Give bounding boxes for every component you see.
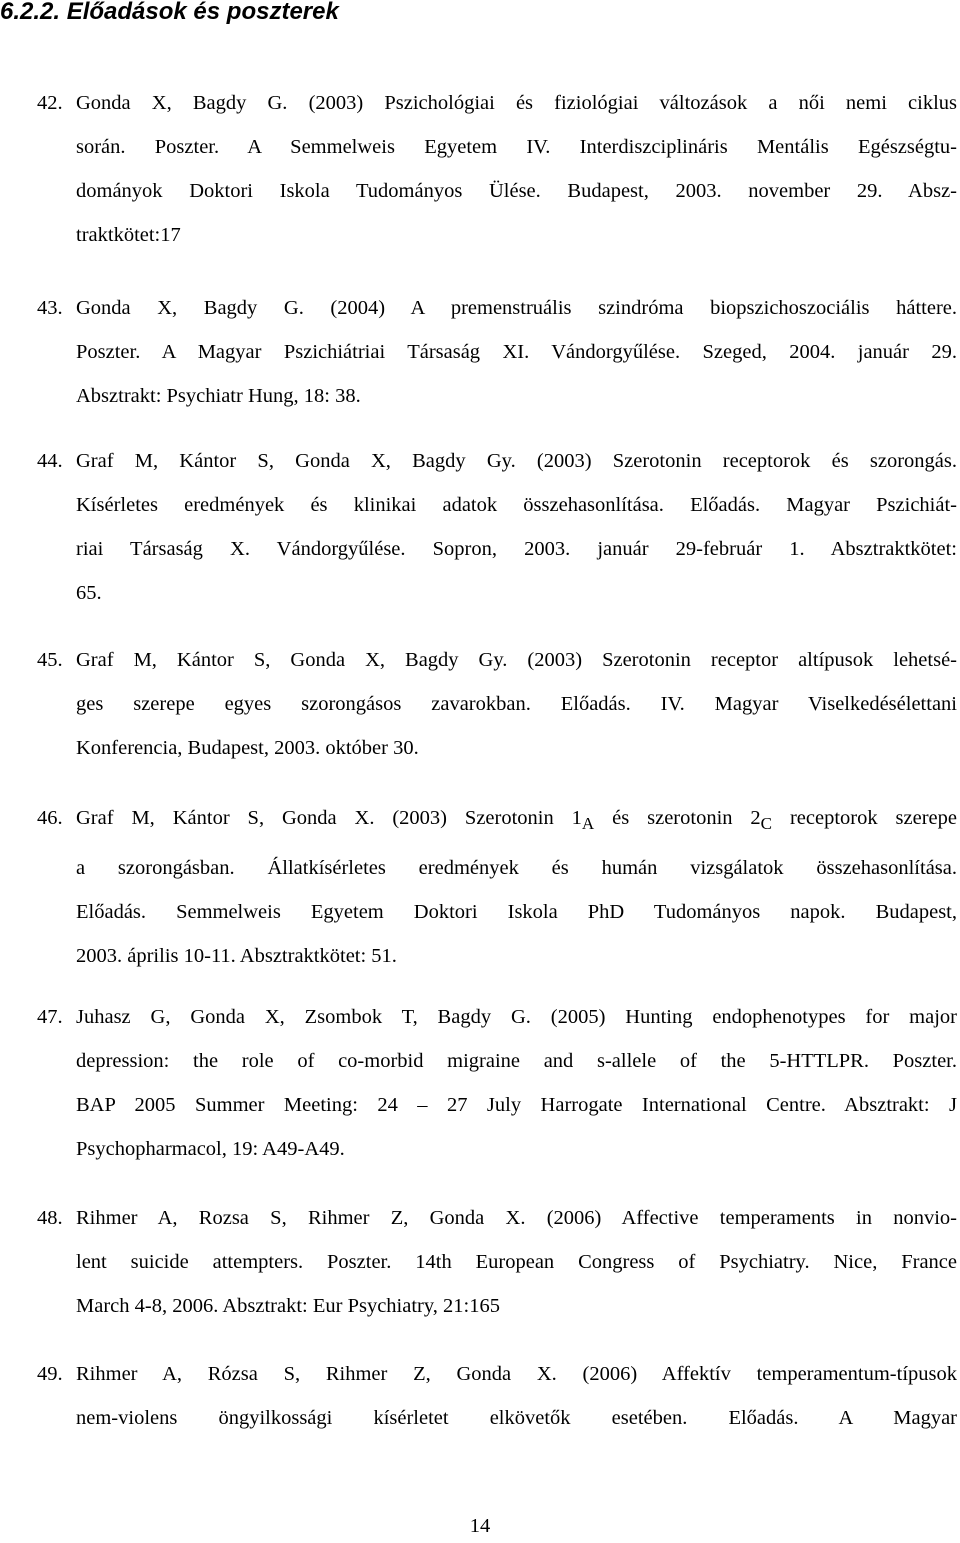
entry-text: [76, 81, 957, 257]
entry-line: Poszter. A Magyar Pszichiátriai Társaság XI. Vándorgyűlése. Szeged, 2004. január 29.: [76, 341, 957, 363]
entry-line-part: receptorok szerepe: [772, 807, 957, 829]
entry-number: 44.: [37, 450, 63, 472]
entry-text: [76, 439, 957, 615]
entry-line: Rihmer A, Rozsa S, Rihmer Z, Gonda X. (2006) Affective temperaments in nonvio-: [76, 1207, 957, 1229]
entry-line: Juhasz G, Gonda X, Zsombok T, Bagdy G. (2005) Hunting endophenotypes for major: [76, 1006, 957, 1028]
entry-line: a szorongásban. Állatkísérletes eredmények és humán vizsgálatok összehasonlítása.: [76, 857, 957, 880]
entry-line: 2003. április 10-11. Absztraktkötet: 51.: [76, 945, 397, 968]
entry-line: 65.: [76, 582, 102, 604]
entry-number: 42.: [37, 92, 63, 114]
entry-line: BAP 2005 Summer Meeting: 24 – 27 July Harrogate International Centre. Absztrakt: J: [76, 1094, 957, 1116]
entry-line: Graf M, Kántor S, Gonda X, Bagdy Gy. (2003) Szerotonin receptor altípusok lehetsé-: [76, 649, 957, 671]
entry-number: 47.: [37, 1006, 63, 1028]
entry-line: Graf M, Kántor S, Gonda X, Bagdy Gy. (2003) Szerotonin receptorok és szorongás.: [76, 450, 957, 472]
entry-line: során. Poszter. A Semmelweis Egyetem IV. Interdiszciplináris Mentális Egészségtu-: [76, 136, 957, 158]
page-number: 14: [469, 1515, 491, 1537]
entry-line-part: és szerotonin 2: [594, 807, 761, 829]
entry-text: [76, 286, 957, 418]
subscript-a: A: [581, 814, 595, 834]
reference-entry-43: [37, 286, 957, 418]
entry-line: March 4-8, 2006. Absztrakt: Eur Psychiatry, 21:165: [76, 1295, 500, 1317]
entry-line-part: Graf M, Kántor S, Gonda X. (2003) Szerotonin 1: [76, 807, 582, 829]
entry-text: [76, 638, 957, 770]
entry-line: Absztrakt: Psychiatr Hung, 18: 38.: [76, 385, 361, 407]
entry-line: Konferencia, Budapest, 2003. október 30.: [76, 737, 419, 759]
entry-line: Gonda X, Bagdy G. (2003) Pszichológiai és fiziológiai változások a női nemi ciklus: [76, 92, 957, 114]
entry-line: ges szerepe egyes szorongásos zavarokban. Előadás. IV. Magyar Viselkedésélettani: [76, 693, 957, 715]
entry-line: Előadás. Semmelweis Egyetem Doktori Iskola PhD Tudományos napok. Budapest,: [76, 901, 957, 924]
entry-text: [76, 995, 957, 1171]
entry-line: dományok Doktori Iskola Tudományos Ülése. Budapest, 2003. november 29. Absz-: [76, 180, 957, 202]
entry-line: Psychopharmacol, 19: A49-A49.: [76, 1138, 345, 1160]
section-heading: 6.2.2. Előadások és poszterek: [0, 0, 339, 25]
entry-line: Gonda X, Bagdy G. (2004) A premenstruális szindróma biopszichoszociális háttere.: [76, 297, 957, 319]
entry-number: 48.: [37, 1207, 63, 1229]
entry-line: depression: the role of co-morbid migraine and s-allele of the 5-HTTLPR. Poszter.: [76, 1050, 957, 1072]
reference-entry-46: [37, 796, 957, 978]
entry-number: 43.: [37, 297, 63, 319]
reference-entry-48: [37, 1196, 957, 1328]
entry-line: Rihmer A, Rózsa S, Rihmer Z, Gonda X. (2006) Affektív temperamentum-típusok: [76, 1363, 957, 1385]
entry-text: [76, 1352, 957, 1440]
reference-entry-44: [37, 439, 957, 615]
reference-entry-49: [37, 1352, 957, 1440]
entry-number: 46.: [37, 807, 63, 829]
reference-entry-42: [37, 81, 957, 257]
entry-number: 49.: [37, 1363, 63, 1385]
subscript-c: C: [760, 814, 773, 834]
entry-line: [76, 796, 957, 846]
entry-line: riai Társaság X. Vándorgyűlése. Sopron, 2003. január 29-február 1. Absztraktkötet:: [76, 538, 957, 560]
entry-line: nem-violens öngyilkossági kísérletet elkövetők esetében. Előadás. A Magyar: [76, 1407, 957, 1429]
reference-entry-47: [37, 995, 957, 1171]
entry-text: [76, 1196, 957, 1328]
entry-number: 45.: [37, 649, 63, 671]
reference-entry-45: [37, 638, 957, 770]
entry-text: [76, 796, 957, 978]
entry-line: traktkötet:17: [76, 224, 181, 246]
entry-line: Kísérletes eredmények és klinikai adatok összehasonlítása. Előadás. Magyar Pszichiát-: [76, 494, 957, 516]
entry-line: lent suicide attempters. Poszter. 14th European Congress of Psychiatry. Nice, France: [76, 1251, 957, 1273]
